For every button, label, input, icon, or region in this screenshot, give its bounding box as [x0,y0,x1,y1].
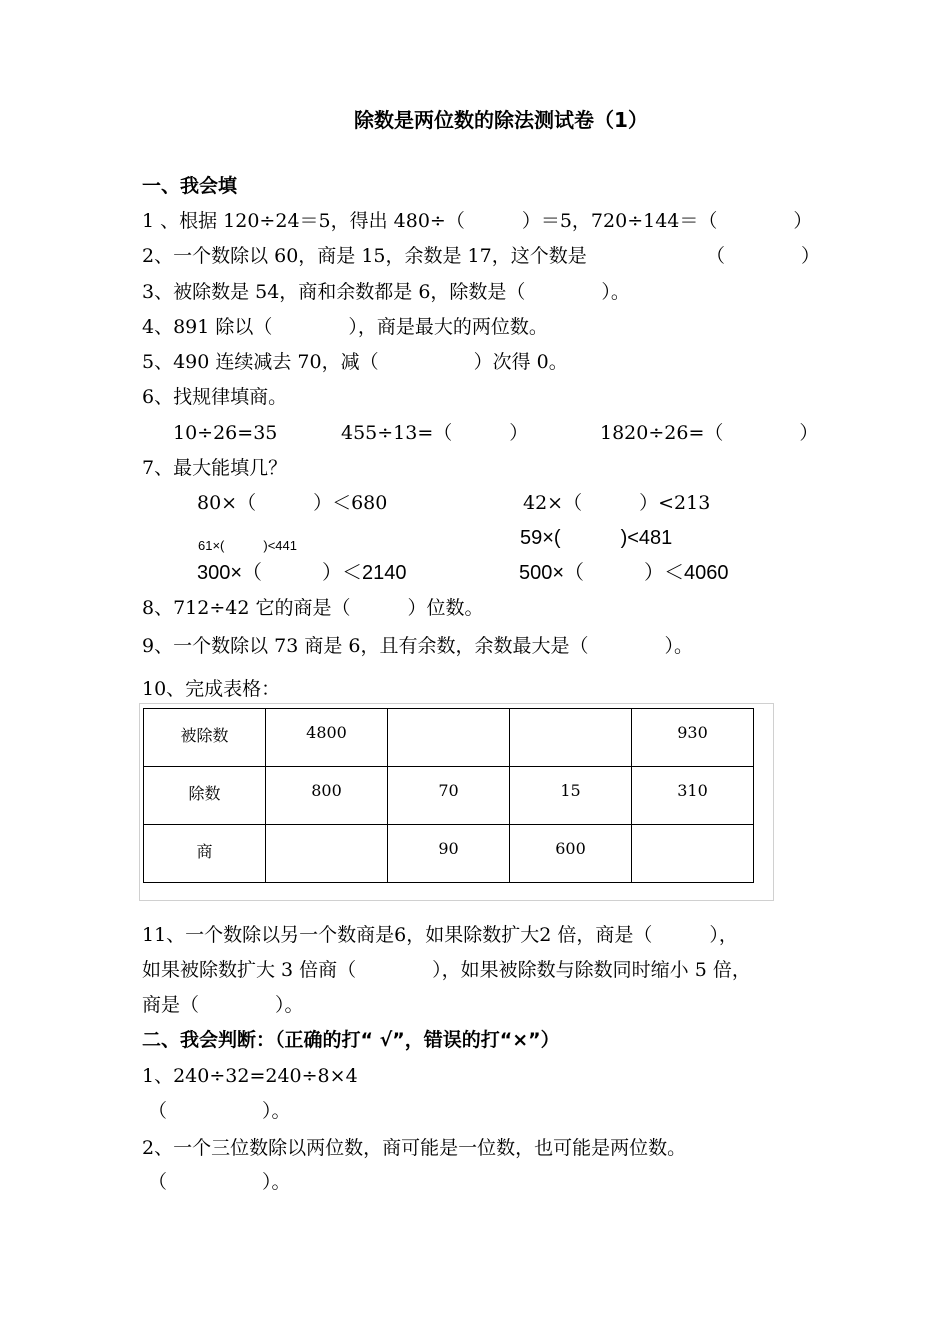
table-cell: 除数 [144,767,266,825]
table-cell: 4800 [266,709,388,767]
question-8: 8、712÷42 它的商是（ ）位数。 [142,597,484,619]
table-cell [388,709,510,767]
question-5: 5、490 连续减去 70，减（ ）次得 0。 [142,351,568,373]
question-2-blank: （ ） [706,245,821,267]
judge-question-1-blank: （ ）。 [148,1100,291,1122]
question-7-a: 80×（ ）＜680 [197,492,388,514]
judge-question-2: 2、一个三位数除以两位数，商可能是一位数，也可能是两位数。 [142,1137,687,1159]
question-11-line-3: 商是（ ）。 [142,994,304,1016]
question-2: 2、一个数除以 60，商是 15，余数是 17，这个数是 [142,245,587,267]
table-cell: 600 [510,825,632,883]
question-3: 3、被除数是 54，商和余数都是 6，除数是（ ）。 [142,281,630,303]
section2-heading: 二、我会判断：（正确的打“ √”，错误的打“×”） [142,1029,560,1051]
table-row-divisor [144,767,754,825]
section1-heading: 一、我会填 [142,175,238,197]
page-title: 除数是两位数的除法测试卷（1） [354,108,648,132]
table-cell: 930 [632,709,754,767]
question-7-c: 61×( )<441 [198,538,297,553]
question-6-c: 1820÷26=（ ） [600,422,819,444]
question-9: 9、一个数除以 73 商是 6，且有余数，余数最大是（ ）。 [142,635,693,657]
table-cell: 商 [144,825,266,883]
table-cell: 被除数 [144,709,266,767]
question-4: 4、891 除以（ ），商是最大的两位数。 [142,316,548,338]
question-11-line-2: 如果被除数扩大 3 倍商（ ），如果被除数与除数同时缩小 5 倍， [142,959,751,981]
table-cell: 90 [388,825,510,883]
table-cell: 800 [266,767,388,825]
question-1: 1 、根据 120÷24＝5，得出 480÷（ ）＝5，720÷144＝（ ） [142,210,813,232]
judge-question-1: 1、240÷32=240÷8×4 [142,1065,358,1087]
judge-question-2-blank: （ ）。 [148,1171,291,1193]
table-cell: 310 [632,767,754,825]
question-7-e: 300×（ ）＜2140 [197,562,407,584]
table-cell [510,709,632,767]
question-10: 10、完成表格： [142,678,281,700]
question-6-b: 455÷13=（ ） [341,422,529,444]
table-row-dividend [144,709,754,767]
question-6: 6、找规律填商。 [142,386,288,408]
table-cell [632,825,754,883]
table-row-quotient [144,825,754,883]
table-cell: 70 [388,767,510,825]
question-7-d: 59×( )<481 [520,527,673,549]
question-11-line-1: 11、一个数除以另一个数商是6，如果除数扩大2 倍，商是（ ）， [142,924,738,946]
table-cell: 15 [510,767,632,825]
question-6-a: 10÷26=35 [173,422,278,444]
table-cell [266,825,388,883]
question-7: 7、最大能填几？ [142,457,288,479]
division-table [143,708,754,883]
question-7-f: 500×（ ）＜4060 [519,562,729,584]
question-7-b: 42×（ ）<213 [523,492,711,514]
